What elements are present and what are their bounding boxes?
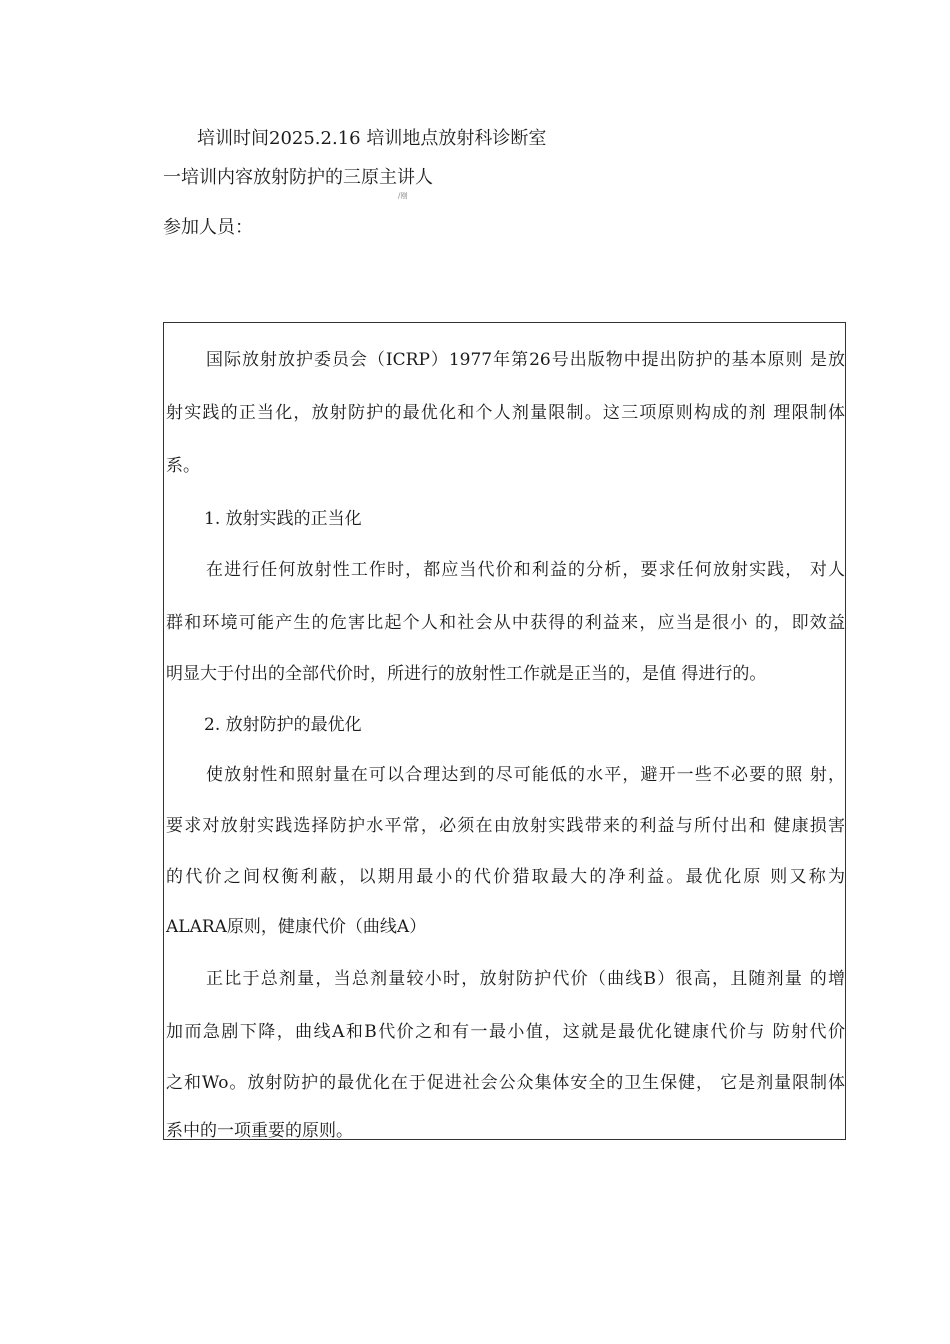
p2-line-2: 群和环境可能产生的危害比起个人和社会从中获得的利益来，应当是很小 的，即效益 <box>166 613 845 633</box>
p1-line-1: 国际放射放护委员会（ICRP）1977年第26号出版物中提出防护的基本原则 是放 <box>206 350 845 370</box>
content-box <box>163 322 846 1140</box>
p3-line-1: 使放射性和照射量在可以合理达到的尽可能低的水平，避开一些不必要的照 射， <box>206 765 845 785</box>
section-heading-2: 2. 放射防护的最优化 <box>204 715 362 735</box>
participants-label: 参加人员： <box>163 217 253 238</box>
training-content-speaker: 一培训内容放射防护的三原主讲人 <box>163 167 433 188</box>
p3-line-4: ALARA原则，健康代价（曲线A） <box>166 917 427 937</box>
p1-line-3: 系。 <box>166 456 200 476</box>
training-time-location: 培训时间2025.2.16 培训地点放射科诊断室 <box>197 128 547 149</box>
p1-line-2: 射实践的正当化，放射防护的最优化和个人剂量限制。这三项原则构成的剂 理限制体 <box>166 403 845 423</box>
p4-line-2: 加而急剧下降，曲线A和B代价之和有一最小值，这就是最优化键康代价与 防射代价 <box>166 1022 845 1042</box>
p4-line-1: 正比于总剂量，当总剂量较小时，放射防护代价（曲线B）很高，且随剂量 的增 <box>206 969 845 989</box>
section-heading-1: 1. 放射实践的正当化 <box>204 509 362 529</box>
p4-line-3: 之和Wo。放射防护的最优化在于促进社会公众集体安全的卫生保健， 它是剂量限制体 <box>166 1073 845 1093</box>
p4-line-4: 系中的一项重要的原则。 <box>166 1121 353 1141</box>
p3-line-2: 要求对放射实践选择防护水平常，必须在由放射实践带来的利益与所付出和 健康损害 <box>166 816 845 836</box>
p3-line-3: 的代价之间权衡利蔽，以期用最小的代价猎取最大的净利益。最优化原 则又称为 <box>166 867 845 887</box>
p2-line-3: 明显大于付出的全部代价时，所进行的放射性工作就是正当的，是值 得进行的。 <box>166 664 767 684</box>
small-mark: /刚 <box>398 192 408 200</box>
p2-line-1: 在进行任何放射性工作时，都应当代价和利益的分析，要求任何放射实践， 对人 <box>206 560 845 580</box>
